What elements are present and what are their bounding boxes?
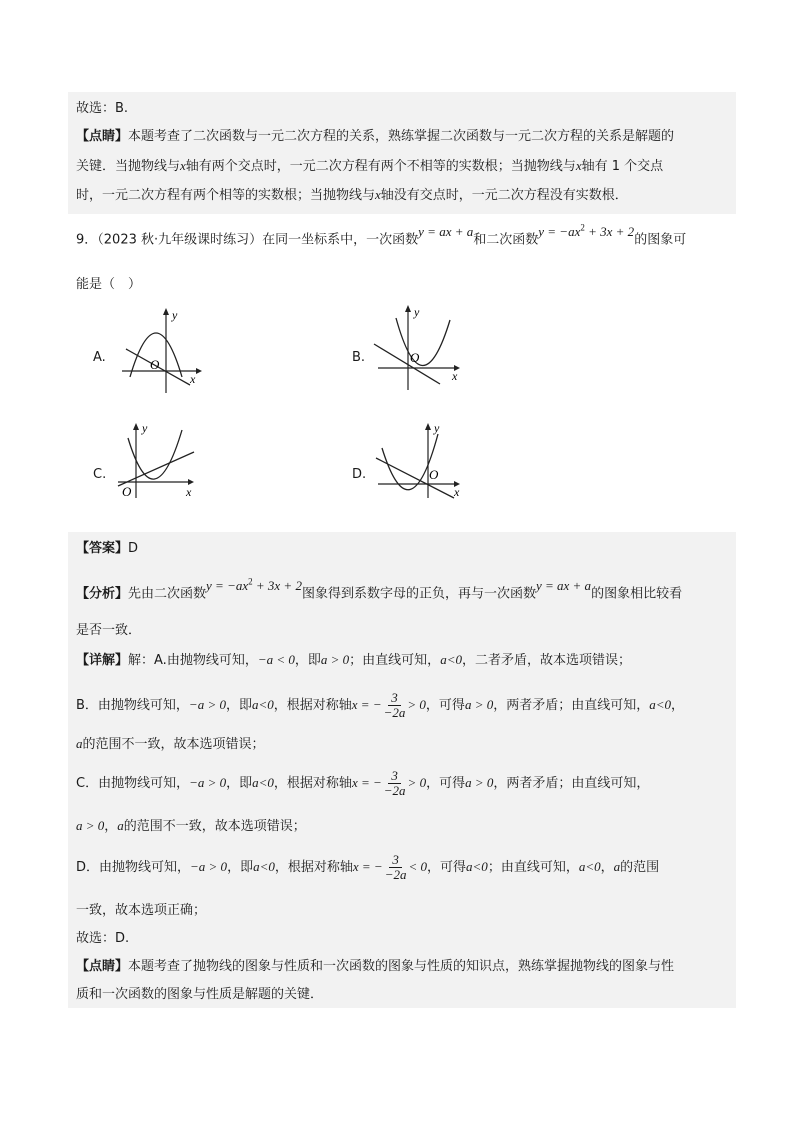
detail-a-line: 【详解】解：A.由抛物线可知，−a < 0，即a > 0；由直线可知，a<0，二者矛盾，故本选项错误；	[76, 652, 631, 668]
option-a-graph	[118, 305, 208, 397]
option-d-origin-label: O	[429, 467, 439, 482]
comment-line2: 质和一次函数的图象与性质是解题的关键．	[76, 987, 324, 1002]
prev-choose: 故选：B.	[76, 101, 129, 116]
option-d-x-label: x	[454, 485, 460, 499]
option-c-graph	[112, 418, 202, 500]
option-a-x-label: x	[190, 372, 196, 386]
comment-line1: 【点睛】本题考查了抛物线的图象与性质和一次函数的图象与性质的知识点，熟练掌握抛物线的图象与性	[76, 959, 675, 974]
option-a-label: A.	[93, 350, 106, 365]
option-b-graph	[370, 300, 465, 392]
detail-d-line: D．由抛物线可知，−a > 0，即a<0，根据对称轴x = − $\frac{3}{-2a}$ < 0，可得a<0；由直线可知，a<0，a的范围	[76, 852, 660, 882]
prev-comment-line3: 时，一元二次方程有两个相等的实数根；当抛物线与x轴没有交点时，一元二次方程没有实数根．	[76, 187, 628, 203]
option-b-y-label: y	[414, 305, 420, 319]
detail-c-line2: a > 0，a的范围不一致，故本选项错误；	[76, 818, 306, 834]
option-b-origin-label: O	[410, 350, 420, 365]
detail-b-line2: a的范围不一致，故本选项错误；	[76, 736, 265, 752]
option-d-y-label: y	[434, 421, 440, 435]
option-a-y-label: y	[172, 308, 178, 322]
question-number: 9．	[76, 232, 98, 248]
detail-c-line: C．由抛物线可知，−a > 0，即a<0，根据对称轴x = − $\frac{3}{-2a}$ > 0，可得a > 0，两者矛盾；由直线可知，	[76, 768, 650, 798]
option-d-label: D.	[352, 467, 367, 482]
linear-function: y = ax + a	[418, 224, 474, 240]
detail-d-line2: 一致，故本选项正确；	[76, 903, 207, 918]
analysis-line1: 【分析】先由二次函数$y = -ax^2 + 3x + 2$图象得到系数字母的正负，再与一次函数y = ax + a的图象相比较看	[76, 577, 683, 602]
option-d-graph	[372, 418, 467, 500]
question-line2: 能是（ ）	[76, 277, 142, 292]
prev-comment-line1: 【点睛】本题考查了二次函数与一元二次方程的关系，熟练掌握二次函数与一元二次方程的关系是解题的	[76, 129, 675, 144]
answer-line: 【答案】D	[76, 541, 139, 556]
question-source: （2023 秋·九年级课时练习）	[97, 232, 263, 248]
detail-b-line: B．由抛物线可知，−a > 0，即a<0，根据对称轴x = − $\frac{3}{-2a}$ > 0，可得a > 0，两者矛盾；由直线可知，a<0，	[76, 690, 685, 720]
option-b-label: B.	[352, 350, 366, 365]
final-choose: 故选：D.	[76, 931, 130, 946]
option-b-x-label: x	[452, 369, 458, 383]
option-c-y-label: y	[142, 421, 148, 435]
option-c-x-label: x	[186, 485, 192, 499]
option-a-origin-label: O	[150, 357, 160, 372]
analysis-line2: 是否一致．	[76, 623, 142, 638]
option-c-origin-label: O	[122, 484, 132, 499]
question-line1: 9．（2023 秋·九年级课时练习）在同一坐标系中，一次函数y = ax + a和二次函数$y = -ax^2 + 3x + 2$的图象可	[76, 223, 687, 248]
prev-comment-line2: 关键．当抛物线与x轴有两个交点时，一元二次方程有两个不相等的实数根；当抛物线与x轴有 1 个交点	[76, 158, 664, 174]
option-c-label: C.	[93, 467, 107, 482]
answer-value: D	[128, 541, 139, 556]
quadratic-function: $y = -ax^2 + 3x + 2$	[538, 223, 635, 240]
